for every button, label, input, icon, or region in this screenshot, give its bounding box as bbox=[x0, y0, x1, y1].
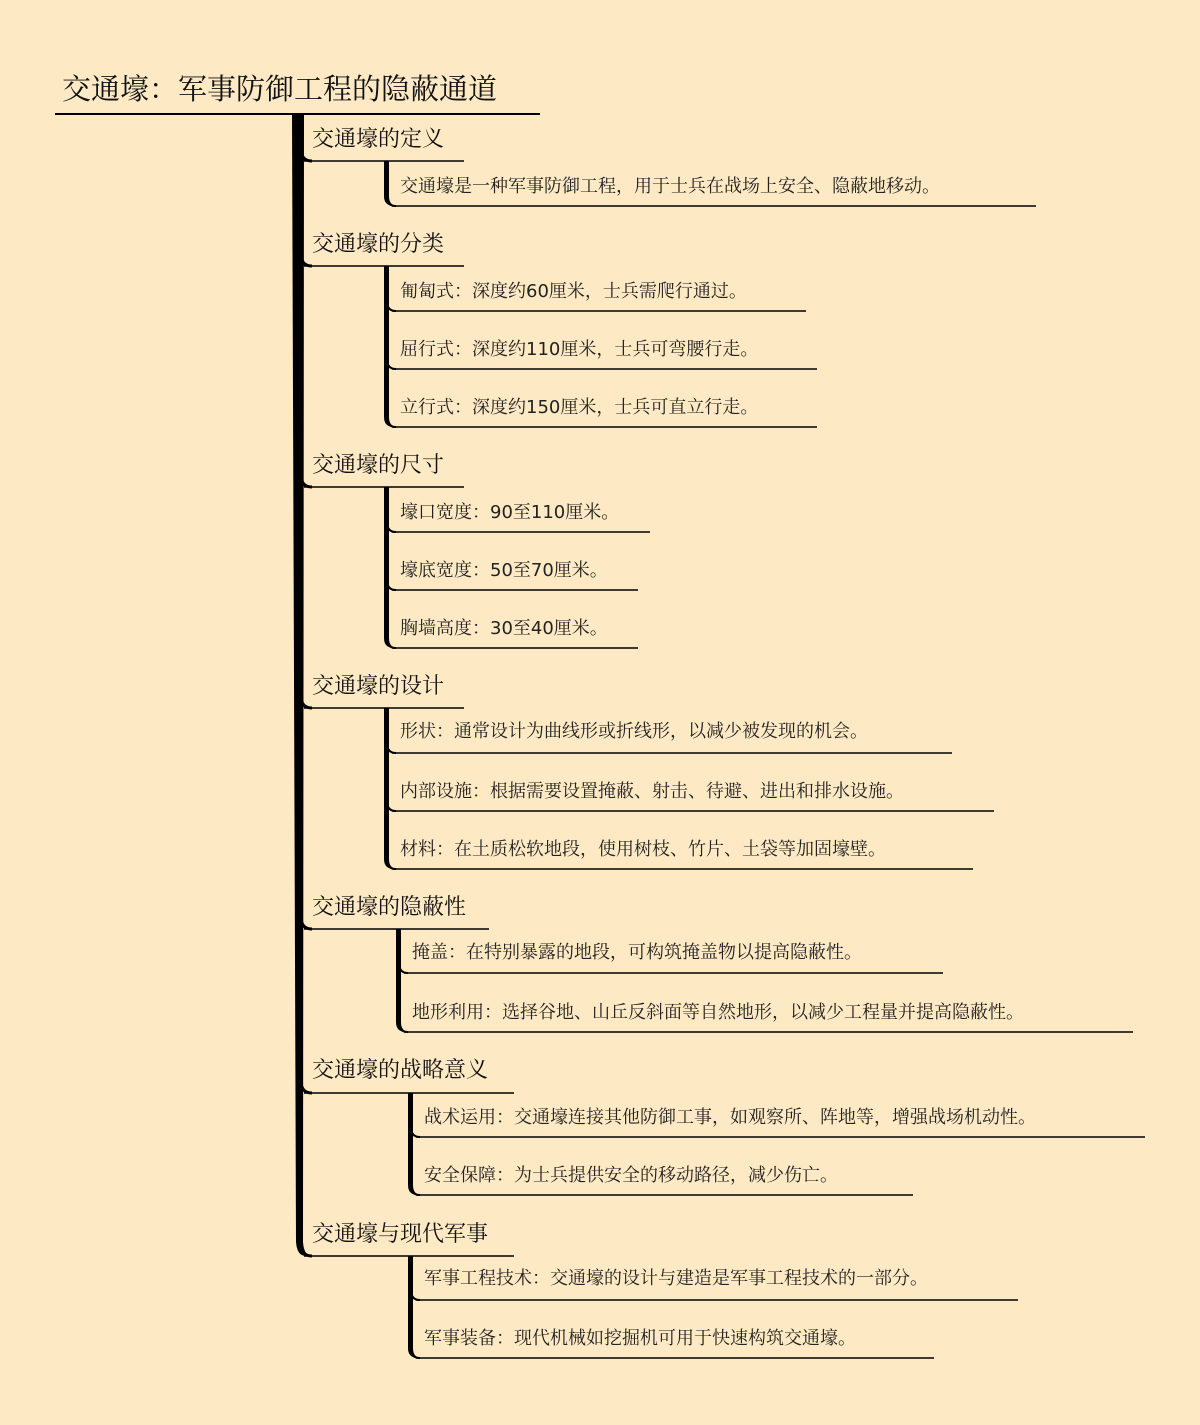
root-topic[interactable]: 交通壕：军事防御工程的隐蔽通道 bbox=[62, 72, 498, 106]
sub-trunk bbox=[408, 1256, 422, 1358]
branch-topic-strategic-significance[interactable]: 交通壕的战略意义 bbox=[312, 1058, 489, 1083]
sub-trunk bbox=[384, 708, 398, 869]
leaf-topic[interactable]: 形状：通常设计为曲线形或折线形，以减少被发现的机会。 bbox=[400, 721, 868, 742]
branch-topic-classification[interactable]: 交通壕的分类 bbox=[312, 232, 445, 257]
leaf-topic[interactable]: 胸墙高度：30至40厘米。 bbox=[400, 618, 608, 639]
leaf-topic[interactable]: 壕口宽度：90至110厘米。 bbox=[400, 502, 620, 523]
sub-trunk bbox=[384, 161, 398, 206]
branch-topic-dimensions[interactable]: 交通壕的尺寸 bbox=[312, 453, 445, 478]
sub-trunk bbox=[408, 1093, 422, 1195]
branch-topic-concealment[interactable]: 交通壕的隐蔽性 bbox=[312, 895, 467, 920]
branch-topic-design[interactable]: 交通壕的设计 bbox=[312, 674, 445, 699]
branch-topic-definition[interactable]: 交通壕的定义 bbox=[312, 127, 445, 152]
leaf-topic[interactable]: 交通壕是一种军事防御工程，用于士兵在战场上安全、隐蔽地移动。 bbox=[400, 176, 940, 197]
leaf-topic[interactable]: 掩盖：在特别暴露的地段，可构筑掩盖物以提高隐蔽性。 bbox=[412, 942, 862, 963]
sub-trunk bbox=[396, 929, 410, 1032]
leaf-topic[interactable]: 壕底宽度：50至70厘米。 bbox=[400, 560, 608, 581]
leaf-topic[interactable]: 地形利用：选择谷地、山丘反斜面等自然地形，以减少工程量并提高隐蔽性。 bbox=[412, 1002, 1024, 1023]
sub-trunk bbox=[384, 266, 398, 427]
branch-topic-modern-military[interactable]: 交通壕与现代军事 bbox=[312, 1222, 489, 1247]
leaf-topic[interactable]: 军事工程技术：交通壕的设计与建造是军事工程技术的一部分。 bbox=[424, 1268, 928, 1289]
leaf-topic[interactable]: 匍匐式：深度约60厘米，士兵需爬行通过。 bbox=[400, 281, 747, 302]
leaf-topic[interactable]: 战术运用：交通壕连接其他防御工事，如观察所、阵地等，增强战场机动性。 bbox=[424, 1107, 1036, 1128]
leaf-topic[interactable]: 安全保障：为士兵提供安全的移动路径，减少伤亡。 bbox=[424, 1165, 838, 1186]
leaf-topic[interactable]: 立行式：深度约150厘米，士兵可直立行走。 bbox=[400, 397, 759, 418]
leaf-topic[interactable]: 屈行式：深度约110厘米，士兵可弯腰行走。 bbox=[400, 339, 759, 360]
leaf-topic[interactable]: 内部设施：根据需要设置掩蔽、射击、待避、进出和排水设施。 bbox=[400, 781, 904, 802]
sub-trunk bbox=[384, 487, 398, 648]
leaf-topic[interactable]: 军事装备：现代机械如挖掘机可用于快速构筑交通壕。 bbox=[424, 1328, 856, 1349]
leaf-topic[interactable]: 材料：在土质松软地段，使用树枝、竹片、土袋等加固壕壁。 bbox=[400, 839, 886, 860]
